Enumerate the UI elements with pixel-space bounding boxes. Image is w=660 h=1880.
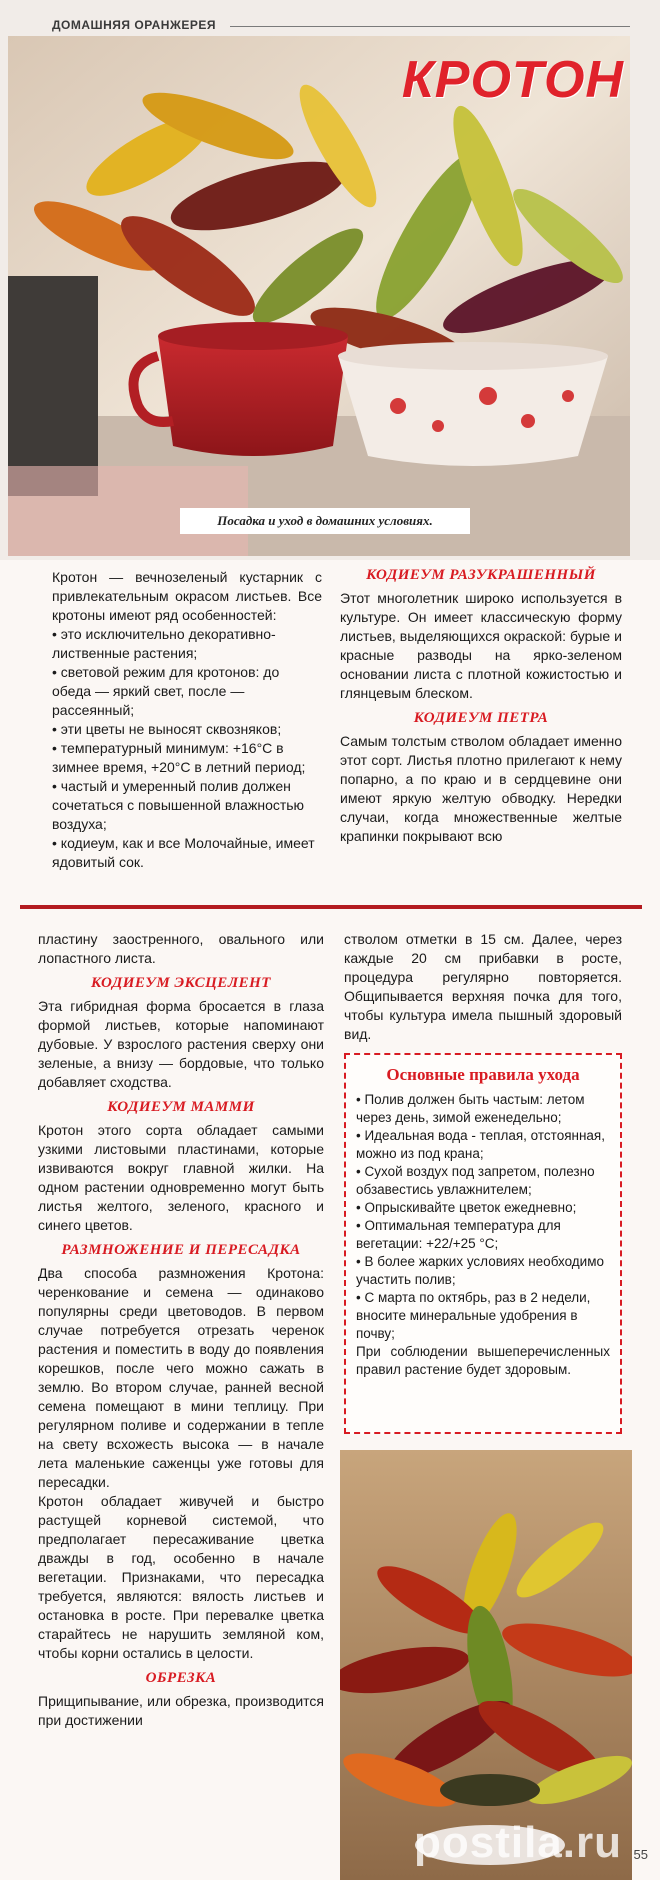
sort3-text: Эта гибридная форма бросается в глаза формой листьев, которые напоминают дубовые. У взрослого растения сверху они зеленые, а внизу — бордовые, что только добавляет сходства. (38, 998, 324, 1090)
intro-item: • кодиеум, как и все Молочайные, имеет ядовитый сок. (52, 835, 315, 870)
sort3-heading: КОДИЕУМ ЭКСЦЕЛЕНТ (91, 975, 271, 991)
croton-photo (8, 36, 630, 556)
prune-continued: стволом отметки в 15 см. Далее, через каждые 20 см прибавки в росте, процедура регулярно повторяется. Общипывается верхняя почка для того, чтобы культура имела пышный здоровый вид. (344, 931, 622, 1042)
intro-lead: Кротон — вечнозеленый кустарник с привлекательным окрасом листьев. Все кротоны имеют ряд особенностей: (52, 569, 322, 623)
care-rule: • С марта по октябрь, раз в 2 недели, вносите минеральные удобрения в почву; (356, 1290, 591, 1341)
care-rule: • Сухой воздух под запретом, полезно обзавестись увлажнителем; (356, 1164, 595, 1197)
sort4-text: Кротон этого сорта обладает самыми узкими листовыми пластинами, которые извиваются вокруг главной жилки. На одном растении одновременно могут быть листья желтого, зеленого, красного и синего цветов. (38, 1122, 324, 1233)
care-rules-conclusion: При соблюдении вышеперечисленных правил растение будет здоровым. (356, 1344, 610, 1377)
sort4-heading: КОДИЕУМ МАММИ (107, 1099, 255, 1115)
intro-item: • это исключительно декоративно-лиственные растения; (52, 626, 276, 661)
page-number: 55 (633, 1847, 648, 1862)
repro-text-1: Два способа размножения Кротона: черенкование и семена — одинаково популярны среди цветоводов. В первом случае потребуется отрезать черенок растения и поместить в воду до появления корешков, после чего можно сажать в землю. Во втором случае, ранней весной семена помещают в мини теплицу. При регулярном поливе и содержании в тепле на свету всхожесть высока — в начале лета маленькие саженцы уже готовы для пересадки. (38, 1265, 324, 1490)
section-rule (230, 26, 630, 27)
care-rule: • Оптимальная температура для вегетации: +22/+25 °С; (356, 1218, 561, 1251)
section-divider (20, 905, 642, 909)
intro-item: • температурный минимум: +16°С в зимнее время, +20°С в летний период; (52, 740, 306, 775)
croton-plant-photo (340, 1450, 632, 1880)
croton-photo-art (8, 36, 630, 556)
intro-item: • частый и умеренный полив должен сочетаться с повышенной влажностью воздуха; (52, 778, 305, 832)
page-title: КРОТОН (401, 51, 624, 109)
lower-left-column (38, 930, 324, 1730)
prune-heading: ОБРЕЗКА (145, 1670, 217, 1686)
care-rule: • Полив должен быть частым: летом через день, зимой еженедельно; (356, 1092, 585, 1125)
continued-text: пластину заостренного, овального или лопастного листа. (38, 931, 324, 966)
sort2-text: Самым толстым стволом обладает именно этот сорт. Листья плотно прилегают к нему попарно, а по краю и в сердцевине они имеют яркую желтую обводку. Нередки случаи, когда множественные желтые крапинки покрывают всю (340, 733, 622, 844)
care-rule: • В более жарких условиях необходимо участить полив; (356, 1254, 604, 1287)
care-rules-title: Основные правила ухода (386, 1065, 580, 1084)
sort1-text: Этот многолетник широко используется в культуре. Он имеет классическую форму листьев, выделяющихся окраской: бурые и красные разводы на ярко-зеленом основании листа с плотной кожистостью и глянцевым блеском. (340, 590, 622, 701)
lower-right-column (344, 930, 622, 1044)
care-rule: • Опрыскивайте цветок ежедневно; (356, 1200, 577, 1215)
photo-caption: Посадка и уход в домашних условиях. (180, 508, 470, 534)
watermark: postila.ru (413, 1818, 622, 1867)
sort1-heading: КОДИЕУМ РАЗУКРАШЕННЫЙ (366, 567, 596, 583)
repro-heading: РАЗМНОЖЕНИЕ И ПЕРЕСАДКА (61, 1242, 301, 1258)
prune-text: Прищипывание, или обрезка, производится при достижении (38, 1693, 324, 1728)
intro-item: • световой режим для кротонов: до обеда — яркий свет, после — рассеянный; (52, 664, 280, 718)
intro-item: • эти цветы не выносят сквозняков; (52, 721, 282, 737)
croton-plant-art (340, 1450, 632, 1880)
sort2-heading: КОДИЕУМ ПЕТРА (413, 710, 549, 726)
sorts-column (340, 566, 622, 846)
care-rule: • Идеальная вода - теплая, отстоянная, можно из под крана; (356, 1128, 605, 1161)
intro-column (52, 568, 322, 872)
care-rules-box (344, 1053, 622, 1434)
repro-text-2: Кротон обладает живучей и быстро растущей корневой системой, что предполагает пересаживание цветка дважды в год, особенно в начале вегетации. Признаками, что пересадка требуется, являются: вялость листьев и остановка в росте. При перевалке цветка старайтесь не нарушить земляной ком, чтобы корни остались в целости. (38, 1493, 324, 1661)
section-tag: ДОМАШНЯЯ ОРАНЖЕРЕЯ (52, 18, 216, 32)
